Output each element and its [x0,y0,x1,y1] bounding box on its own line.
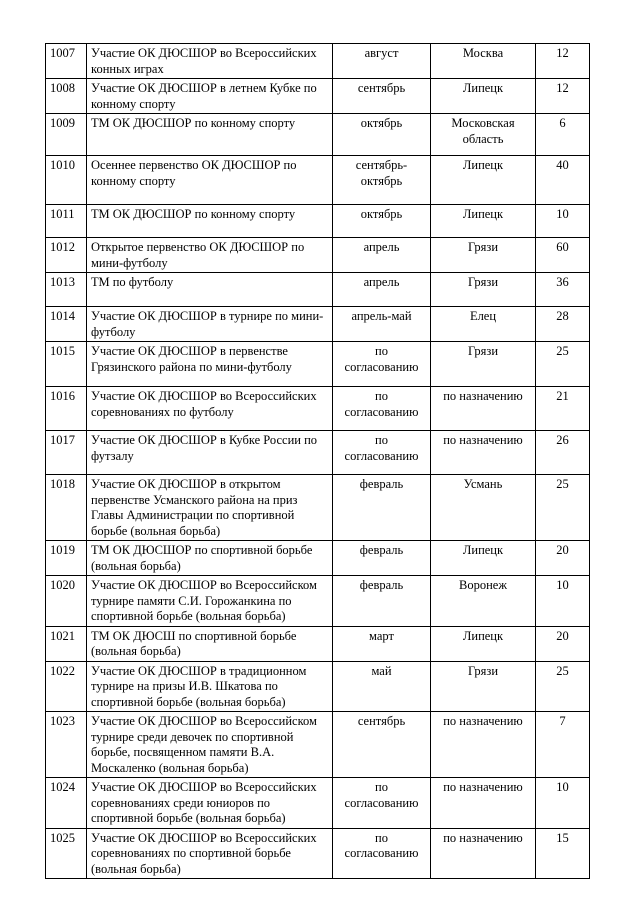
event-name-cell: Участие ОК ДЮСШОР в турнире по мини-футболу [87,307,333,342]
event-number-cell: 1021 [46,626,87,661]
event-name-cell: ТМ ОК ДЮСШОР по конному спорту [87,205,333,238]
event-date-cell: сентябрь [333,712,431,778]
event-place-cell: по назначению [431,828,536,879]
event-place-cell: Воронеж [431,576,536,627]
table-row [46,828,590,879]
table-row [46,778,590,829]
events-table [45,43,590,879]
table-row [46,238,590,273]
event-date-cell: октябрь [333,114,431,156]
event-place-cell: Грязи [431,273,536,307]
event-name-cell: Участие ОК ДЮСШОР во Всероссийских соревнованиях по спортивной борьбе (вольная борьба) [87,828,333,879]
event-place-cell: Грязи [431,661,536,712]
event-place-cell: Елец [431,307,536,342]
table-row [46,114,590,156]
event-name-cell: Участие ОК ДЮСШОР во Всероссийских конных играх [87,44,333,79]
event-date-cell: по согласованию [333,387,431,431]
event-date-cell: по согласованию [333,431,431,475]
participants-count-cell: 25 [536,342,590,387]
event-number-cell: 1023 [46,712,87,778]
table-row [46,307,590,342]
event-number-cell: 1012 [46,238,87,273]
event-place-cell: Липецк [431,626,536,661]
event-number-cell: 1020 [46,576,87,627]
event-number-cell: 1025 [46,828,87,879]
event-place-cell: по назначению [431,431,536,475]
participants-count-cell: 12 [536,44,590,79]
event-name-cell: Участие ОК ДЮСШОР во Всероссийском турнире среди девочек по спортивной борьбе, посвященном памяти В.А. Москаленко (вольная борьба) [87,712,333,778]
event-date-cell: по согласованию [333,828,431,879]
participants-count-cell: 25 [536,475,590,541]
participants-count-cell: 40 [536,156,590,205]
event-place-cell: Москва [431,44,536,79]
participants-count-cell: 15 [536,828,590,879]
event-date-cell: сентябрь [333,79,431,114]
event-name-cell: Участие ОК ДЮСШОР в открытом первенстве Усманского района на приз Главы Администрации по спортивной борьбе (вольная борьба) [87,475,333,541]
event-name-cell: Участие ОК ДЮСШОР в первенстве Грязинского района по мини-футболу [87,342,333,387]
event-number-cell: 1017 [46,431,87,475]
event-date-cell: февраль [333,576,431,627]
event-date-cell: февраль [333,541,431,576]
participants-count-cell: 28 [536,307,590,342]
event-name-cell: Участие ОК ДЮСШОР во Всероссийском турнире памяти С.И. Горожанкина по спортивной борьбе (вольная борьба) [87,576,333,627]
event-number-cell: 1022 [46,661,87,712]
event-name-cell: Участие ОК ДЮСШОР в Кубке России по футзалу [87,431,333,475]
participants-count-cell: 7 [536,712,590,778]
table-row [46,205,590,238]
table-row [46,712,590,778]
event-number-cell: 1018 [46,475,87,541]
event-date-cell: февраль [333,475,431,541]
table-row [46,661,590,712]
event-place-cell: Липецк [431,79,536,114]
event-place-cell: Липецк [431,156,536,205]
event-number-cell: 1013 [46,273,87,307]
table-row [46,431,590,475]
participants-count-cell: 10 [536,205,590,238]
table-row [46,541,590,576]
event-number-cell: 1019 [46,541,87,576]
event-date-cell: по согласованию [333,778,431,829]
event-number-cell: 1024 [46,778,87,829]
event-name-cell: Осеннее первенство ОК ДЮСШОР по конному спорту [87,156,333,205]
participants-count-cell: 10 [536,576,590,627]
event-date-cell: по согласованию [333,342,431,387]
event-name-cell: Участие ОК ДЮСШОР во Всероссийских соревнованиях по футболу [87,387,333,431]
event-number-cell: 1015 [46,342,87,387]
event-date-cell: октябрь [333,205,431,238]
table-row [46,156,590,205]
event-place-cell: по назначению [431,712,536,778]
event-number-cell: 1008 [46,79,87,114]
event-number-cell: 1007 [46,44,87,79]
event-date-cell: апрель [333,273,431,307]
participants-count-cell: 36 [536,273,590,307]
event-date-cell: апрель-май [333,307,431,342]
event-place-cell: Липецк [431,205,536,238]
event-name-cell: Участие ОК ДЮСШОР в летнем Кубке по конному спорту [87,79,333,114]
table-row [46,626,590,661]
event-date-cell: август [333,44,431,79]
table-row [46,79,590,114]
event-date-cell: сентябрь-октябрь [333,156,431,205]
event-number-cell: 1009 [46,114,87,156]
table-row [46,44,590,79]
event-number-cell: 1011 [46,205,87,238]
table-row [46,273,590,307]
event-place-cell: по назначению [431,387,536,431]
event-name-cell: Участие ОК ДЮСШОР в традиционном турнире на призы И.В. Шкатова по спортивной борьбе (вольная борьба) [87,661,333,712]
table-row [46,475,590,541]
event-name-cell: Открытое первенство ОК ДЮСШОР по мини-футболу [87,238,333,273]
event-date-cell: март [333,626,431,661]
event-place-cell: Грязи [431,238,536,273]
participants-count-cell: 20 [536,626,590,661]
event-name-cell: ТМ по футболу [87,273,333,307]
event-date-cell: апрель [333,238,431,273]
event-name-cell: ТМ ОК ДЮСШ по спортивной борьбе (вольная борьба) [87,626,333,661]
event-number-cell: 1016 [46,387,87,431]
event-number-cell: 1014 [46,307,87,342]
participants-count-cell: 10 [536,778,590,829]
participants-count-cell: 20 [536,541,590,576]
participants-count-cell: 12 [536,79,590,114]
table-row [46,576,590,627]
event-place-cell: по назначению [431,778,536,829]
event-number-cell: 1010 [46,156,87,205]
participants-count-cell: 25 [536,661,590,712]
event-date-cell: май [333,661,431,712]
participants-count-cell: 6 [536,114,590,156]
event-place-cell: Усмань [431,475,536,541]
table-row [46,342,590,387]
event-place-cell: Грязи [431,342,536,387]
event-place-cell: Липецк [431,541,536,576]
event-name-cell: Участие ОК ДЮСШОР во Всероссийских соревнованиях среди юниоров по спортивной борьбе (вольная борьба) [87,778,333,829]
event-name-cell: ТМ ОК ДЮСШОР по спортивной борьбе (вольная борьба) [87,541,333,576]
event-place-cell: Московская область [431,114,536,156]
events-table-body [46,44,590,879]
event-name-cell: ТМ ОК ДЮСШОР по конному спорту [87,114,333,156]
table-row [46,387,590,431]
participants-count-cell: 21 [536,387,590,431]
participants-count-cell: 26 [536,431,590,475]
participants-count-cell: 60 [536,238,590,273]
